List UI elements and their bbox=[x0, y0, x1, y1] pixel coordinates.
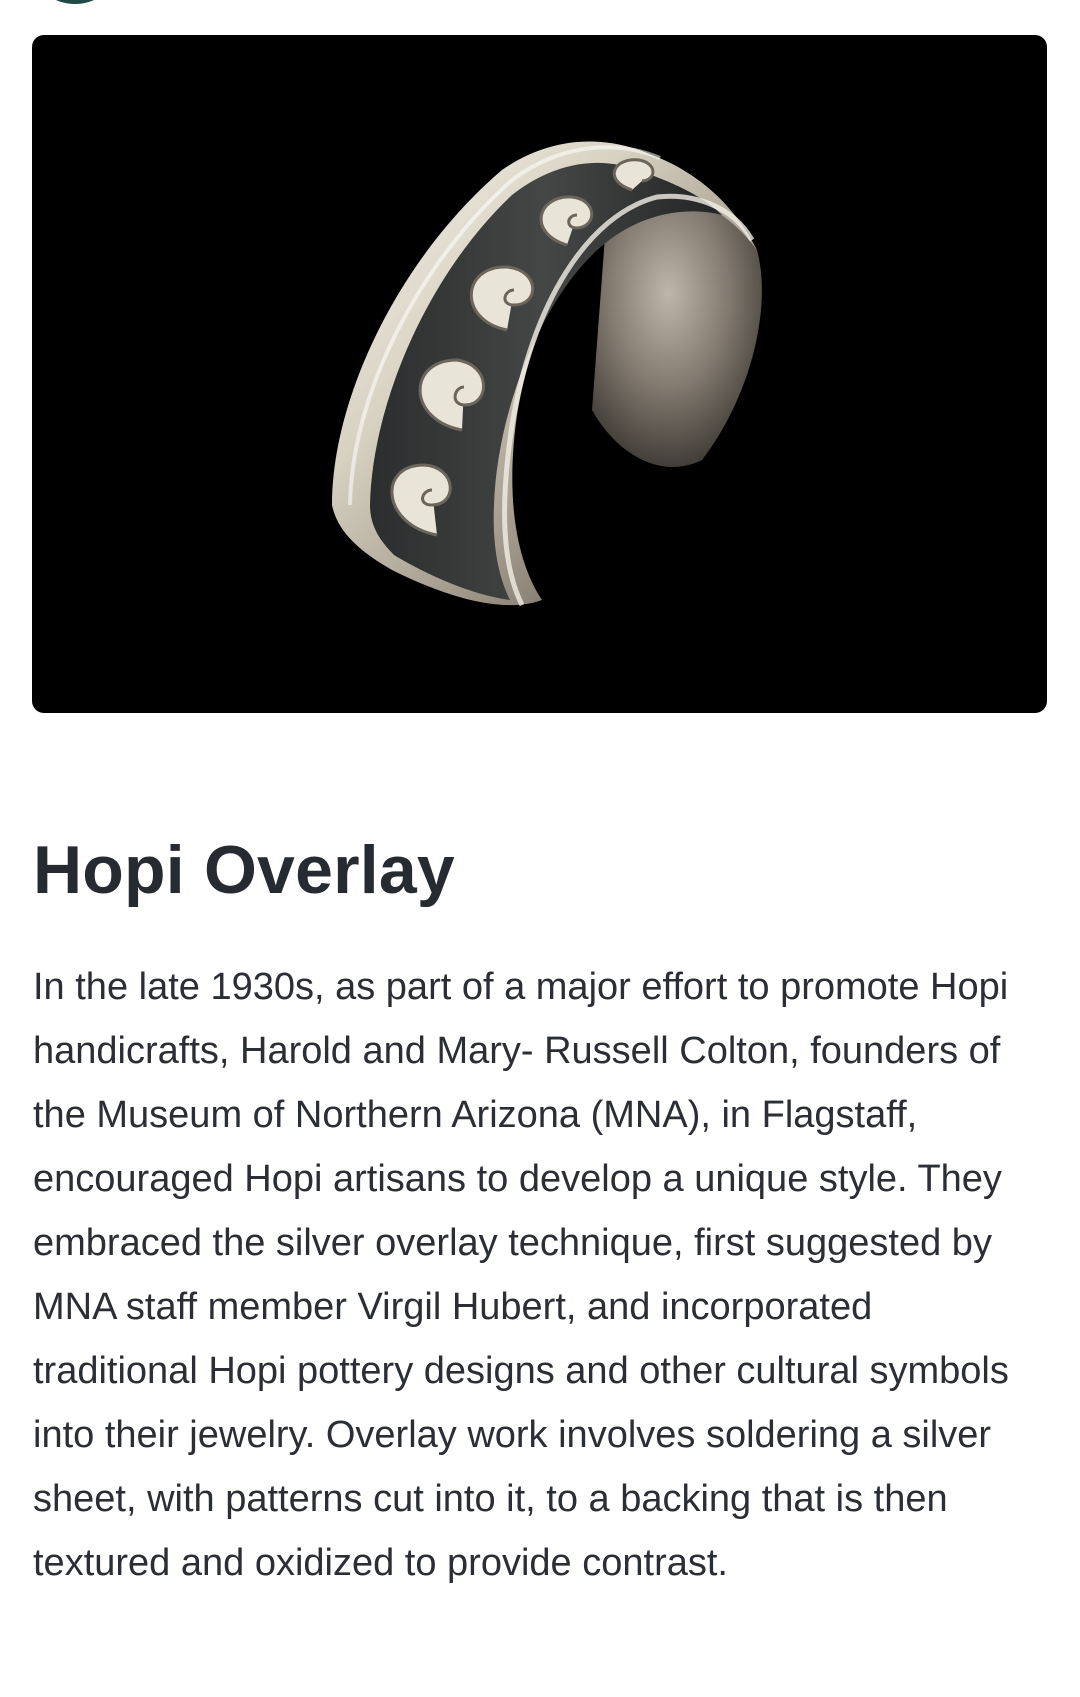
silver-overlay-cuff-bracelet-image bbox=[32, 35, 1047, 713]
bracelet-image bbox=[32, 35, 1047, 713]
article-body: In the late 1930s, as part of a major effort to promote Hopi handicrafts, Harold and Mary- Russell Colton, founders of the Museum of Northern Arizona (MNA), in Flagstaff, encouraged Hopi artisans to develop a unique style. They embraced the silver overlay technique, first suggested by MNA staff member Virgil Hubert, and incorporated traditional Hopi pottery designs and other cultural symbols into their jewelry. Overlay work involves soldering a silver sheet, with patterns cut into it, to a backing that is then textured and oxidized to provide contrast. bbox=[33, 966, 1009, 1584]
article-title: Hopi Overlay bbox=[33, 832, 455, 908]
top-avatar[interactable] bbox=[38, 0, 112, 4]
article-content bbox=[33, 825, 1038, 1595]
